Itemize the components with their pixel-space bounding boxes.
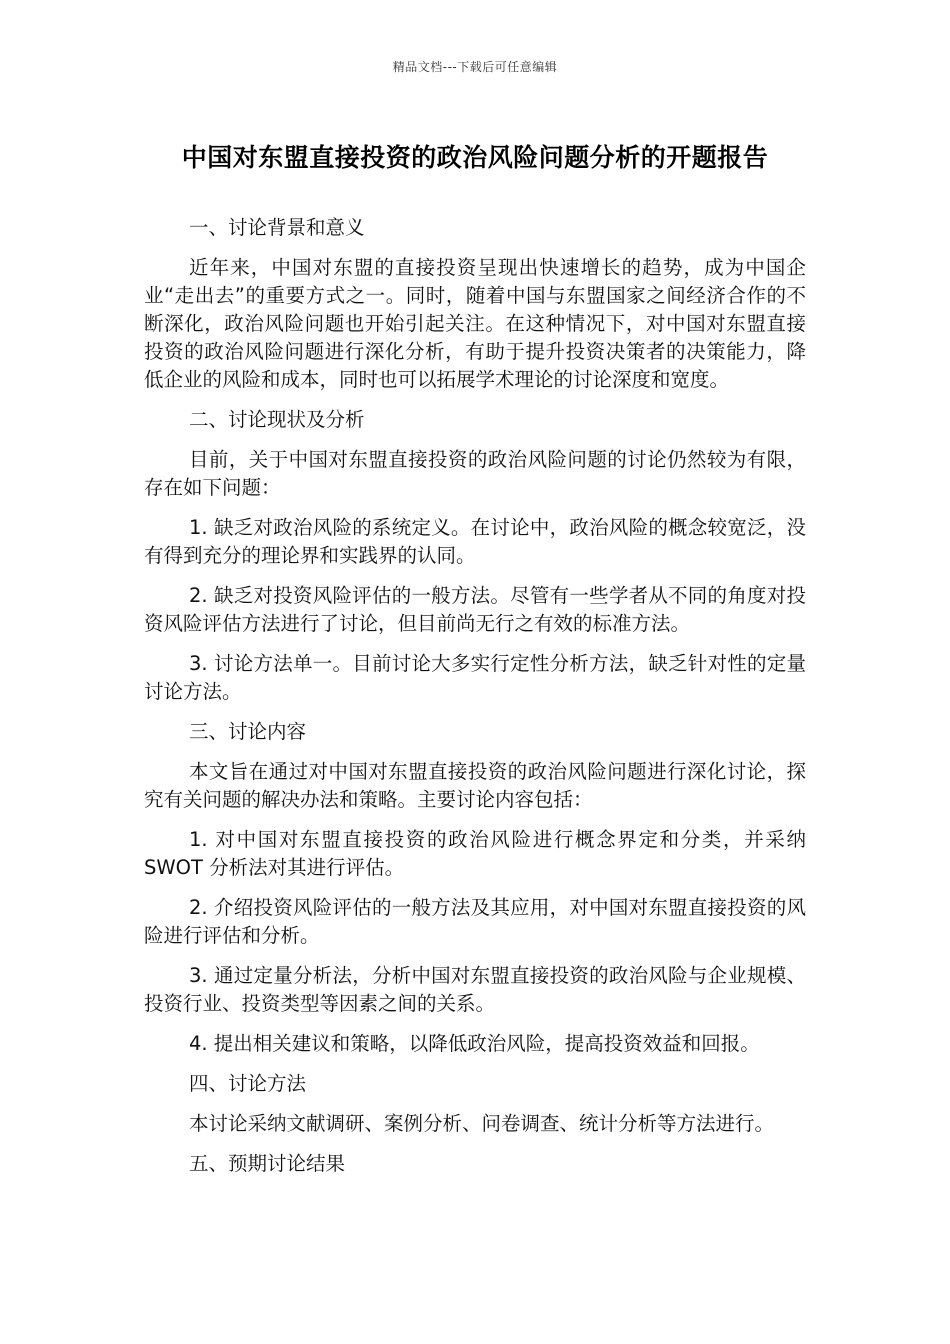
- list-item: 3. 通过定量分析法，分析中国对东盟直接投资的政治风险与企业规模、投资行业、投资类型等因素之间的关系。: [144, 964, 806, 1015]
- section-heading: 四、讨论方法: [189, 1072, 307, 1095]
- list-item: 2. 介绍投资风险评估的一般方法及其应用，对中国对东盟直接投资的风险进行评估和分析。: [144, 896, 806, 947]
- header-note: 精品文档---下载后可任意编辑: [392, 60, 558, 74]
- document-title: 中国对东盟直接投资的政治风险问题分析的开题报告: [181, 143, 769, 172]
- paragraph: 本讨论采纳文献调研、案例分析、问卷调查、统计分析等方法进行。: [189, 1112, 775, 1135]
- list-item: 3. 讨论方法单一。目前讨论大多实行定性分析方法，缺乏针对性的定量讨论方法。: [144, 652, 806, 703]
- list-item: 1. 缺乏对政治风险的系统定义。在讨论中，政治风险的概念较宽泛，没有得到充分的理论界和实践界的认同。: [144, 516, 806, 567]
- list-item: 2. 缺乏对投资风险评估的一般方法。尽管有一些学者从不同的角度对投资风险评估方法进行了讨论，但目前尚无行之有效的标准方法。: [144, 584, 806, 635]
- section-heading: 二、讨论现状及分析: [189, 408, 365, 431]
- section-heading: 三、讨论内容: [189, 720, 307, 743]
- section-heading: 一、讨论背景和意义: [189, 216, 365, 239]
- document-body: [144, 214, 806, 1190]
- paragraph: 近年来，中国对东盟的直接投资呈现出快速增长的趋势，成为中国企业“走出去”的重要方式之一。同时，随着中国与东盟国家之间经济合作的不断深化，政治风险问题也开始引起关注。在这种情况下，对中国对东盟直接投资的政治风险问题进行深化分析，有助于提升投资决策者的决策能力，降低企业的风险和成本，同时也可以拓展学术理论的讨论深度和宽度。: [144, 256, 806, 391]
- paragraph: 目前，关于中国对东盟直接投资的政治风险问题的讨论仍然较为有限，存在如下问题：: [144, 448, 806, 499]
- paragraph: 本文旨在通过对中国对东盟直接投资的政治风险问题进行深化讨论，探究有关问题的解决办法和策略。主要讨论内容包括：: [144, 760, 806, 811]
- section-heading: 五、预期讨论结果: [189, 1152, 346, 1175]
- list-item: 4. 提出相关建议和策略，以降低政治风险，提高投资效益和回报。: [189, 1032, 760, 1055]
- list-item: 1. 对中国对东盟直接投资的政治风险进行概念界定和分类，并采纳 SWOT 分析法对其进行评估。: [144, 828, 806, 879]
